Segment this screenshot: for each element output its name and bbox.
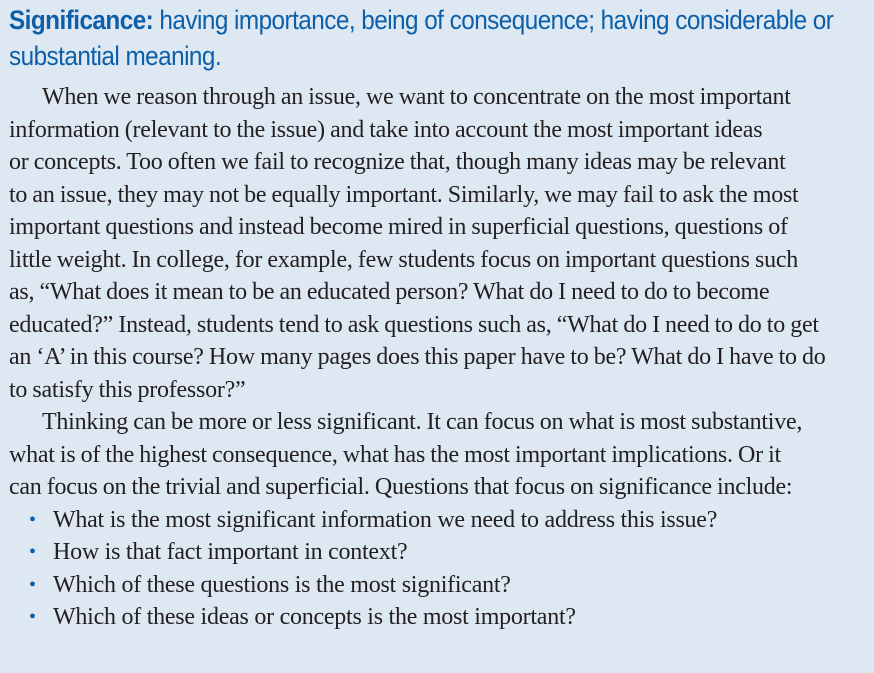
list-item-text: Which of these ideas or concepts is the most important? <box>53 604 576 630</box>
definition-text-line1: having importance, being of consequence; having considerable or <box>153 5 834 35</box>
paragraph-line: to satisfy this professor?” <box>9 376 246 403</box>
definition-heading <box>9 2 864 74</box>
paragraph-line: as, “What does it mean to be an educated person? What do I need to do to become <box>9 279 770 305</box>
paragraph-line: educated?” Instead, students tend to ask questions such as, “What do I need to do to get <box>9 311 819 338</box>
term-label: Significance: <box>9 5 154 35</box>
paragraph-line: to an issue, they may not be equally important. Similarly, we may fail to ask the most <box>9 181 799 208</box>
significance-questions-list <box>9 504 864 634</box>
paragraph-line: little weight. In college, for example, few students focus on important questions such <box>9 246 798 273</box>
bullet-icon: • <box>29 573 36 596</box>
list-item <box>29 536 864 569</box>
bullet-icon: • <box>29 508 36 531</box>
paragraph-line: can focus on the trivial and superficial. Questions that focus on significance include: <box>9 474 793 500</box>
bullet-icon: • <box>29 541 36 563</box>
list-item-text: What is the most significant information we need to address this issue? <box>53 506 718 533</box>
list-item <box>29 504 864 537</box>
paragraph-line: important questions and instead become mired in superficial questions, questions of <box>9 214 788 240</box>
definition-text-line2: substantial meaning. <box>9 41 222 71</box>
paragraph-2 <box>9 406 864 504</box>
list-item <box>29 569 864 602</box>
paragraph-line: When we reason through an issue, we want to concentrate on the most important <box>42 84 791 110</box>
bullet-icon: • <box>29 606 36 628</box>
paragraph-line: or concepts. Too often we fail to recognize that, though many ideas may be relevant <box>9 149 786 175</box>
paragraph-1 <box>9 81 864 406</box>
list-item-text: Which of these questions is the most significant? <box>53 571 511 598</box>
list-item <box>29 601 864 634</box>
paragraph-line: an ‘A’ in this course? How many pages does this paper have to be? What do I have to do <box>9 344 826 370</box>
paragraph-line: Thinking can be more or less significant. It can focus on what is most substantive, <box>42 409 803 435</box>
paragraph-line: information (relevant to the issue) and take into account the most important ideas <box>9 116 763 143</box>
list-item-text: How is that fact important in context? <box>53 539 408 565</box>
paragraph-line: what is of the highest consequence, what has the most important implications. Or it <box>9 441 781 468</box>
